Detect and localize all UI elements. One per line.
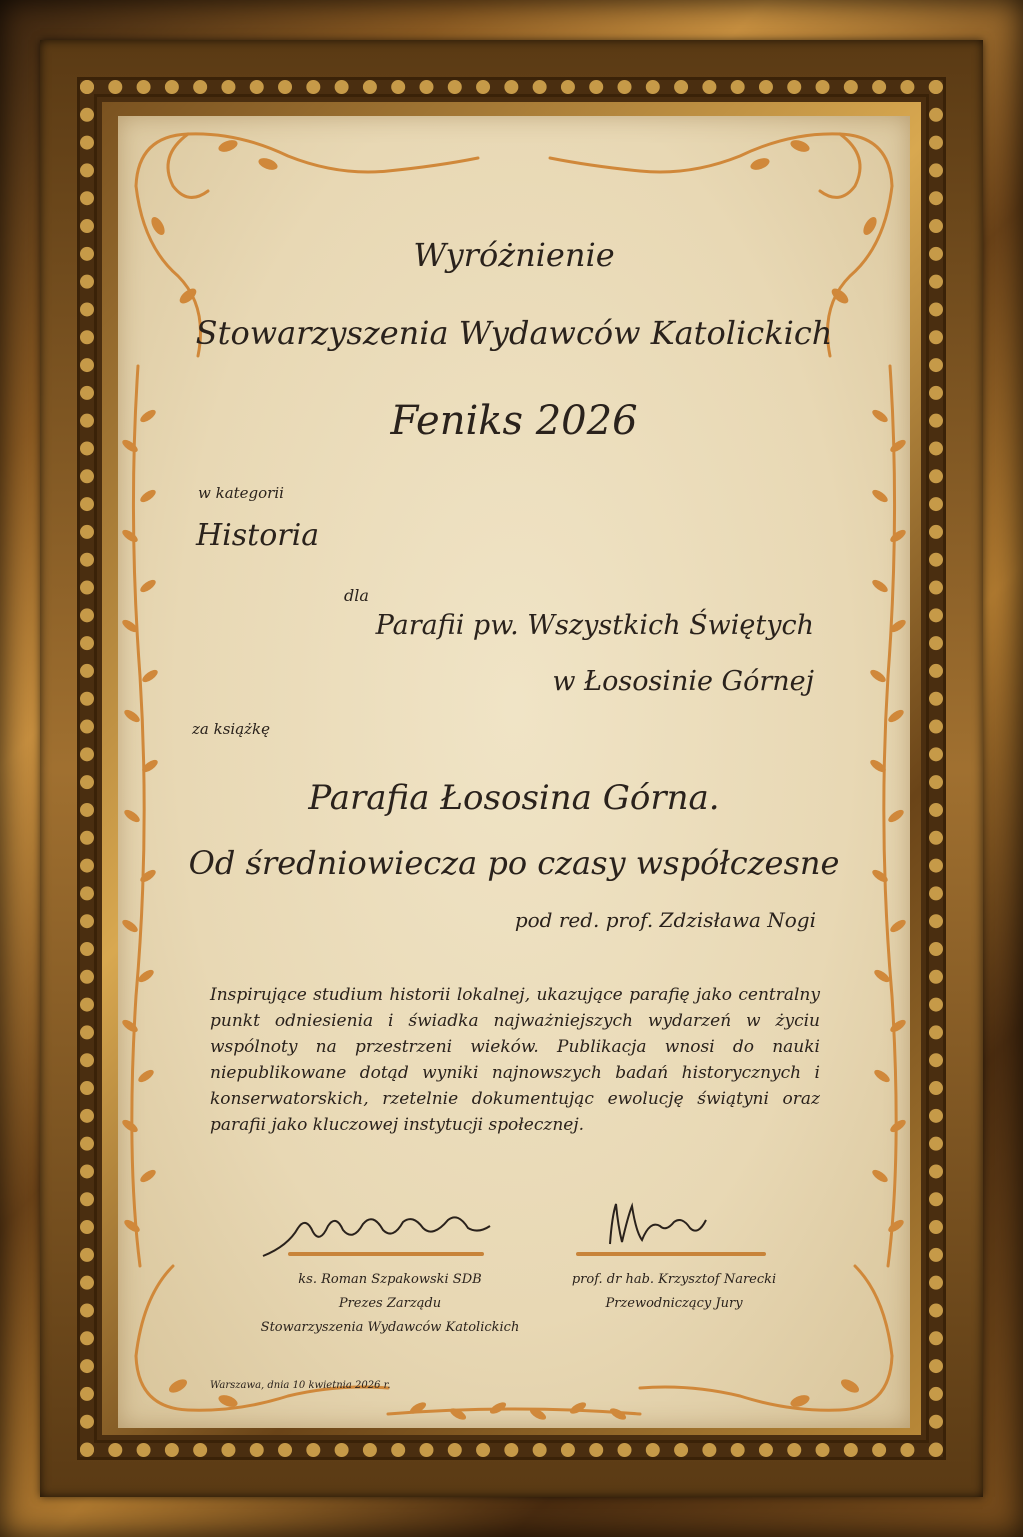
signatory-left-organization: Stowarzyszenia Wydawców Katolickich — [260, 1320, 520, 1335]
book-editor: pod red. prof. Zdzisława Nogi — [514, 908, 816, 932]
floral-corner-ornament — [118, 116, 910, 1428]
signatory-left-role: Prezes Zarządu — [338, 1296, 442, 1311]
book-title-line2: Od średniowiecza po czasy współczesne — [188, 844, 840, 882]
signatory-right-role: Przewodniczący Jury — [605, 1296, 743, 1311]
place-date: Warszawa, dnia 10 kwietnia 2026 r. — [210, 1380, 391, 1391]
category-intro: w kategorii — [198, 484, 284, 502]
recipient-line2: w Łososinie Górnej — [552, 666, 814, 697]
handwritten-signature-left — [258, 1206, 498, 1266]
signatory-left-name: ks. Roman Szpakowski SDB — [298, 1272, 482, 1287]
book-title-line1: Parafia Łososina Górna. — [308, 778, 720, 818]
certificate-paper — [118, 116, 910, 1428]
title-award: Wyróżnienie — [413, 236, 615, 274]
recipient-line1: Parafii pw. Wszystkich Świętych — [375, 610, 814, 641]
recipient-intro: dla — [344, 586, 369, 605]
signatory-right-name: prof. dr hab. Krzysztof Narecki — [571, 1272, 777, 1287]
title-feniks: Feniks 2026 — [390, 398, 638, 444]
book-intro: za książkę — [192, 720, 271, 738]
title-association: Stowarzyszenia Wydawców Katolickich — [195, 314, 833, 352]
handwritten-signature-right — [602, 1196, 722, 1256]
signature-line-left — [288, 1252, 484, 1256]
signature-line-right — [576, 1252, 766, 1256]
category-name: Historia — [196, 518, 320, 553]
justification-text: Inspirujące studium historii lokalnej, ukazujące parafię jako centralny punkt odniesienia i świadka najważniejszych wydarzeń w życiu wspólnoty na przestrzeni wieków. Publikacja wnosi do nauki niepublikowane dotąd wyniki najnowszych badań historycznych i konserwatorskich, rzetelnie dokumentując ewolucję świątyni oraz parafii jako kluczowej instytucji społecznej. — [210, 985, 820, 1135]
